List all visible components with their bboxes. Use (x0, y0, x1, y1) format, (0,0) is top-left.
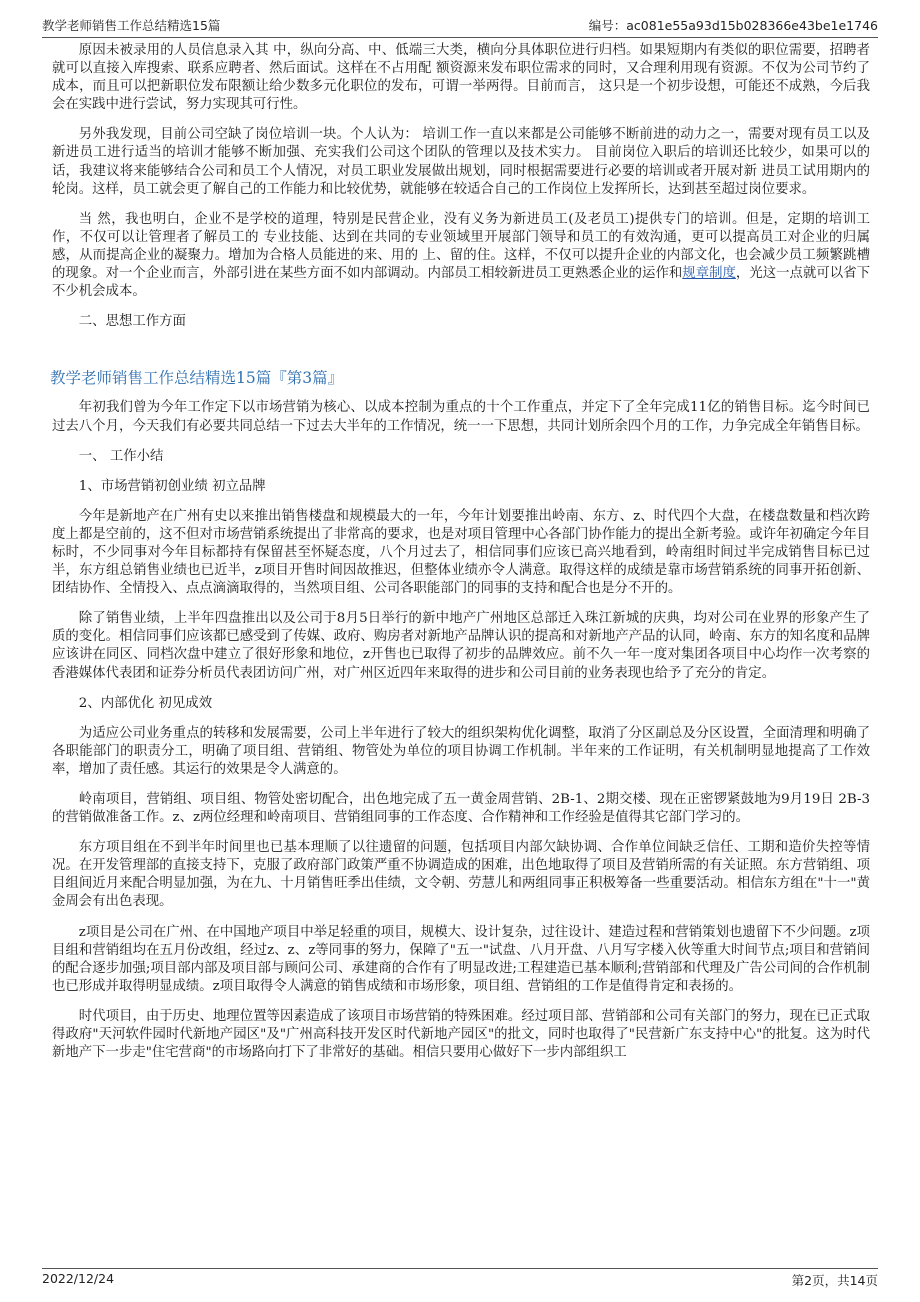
paragraph: 东方项目组在不到半年时间里也已基本理顺了以往遗留的问题，包括项目内部欠缺协调、合作单位间缺乏信任、工期和造价失控等情况。在开发管理部的直接支持下，克服了政府部门政策严重不协调造成的困难，出色地取得了项目及营销所需的有关证照。东方营销组、项目组间近月来配合明显加强，为在九、十月销售旺季出佳绩，文令朝、劳慧儿和两组同事正积极筹备一些重要活动。相信东方组在"十一"黄金周会有出色表现。 (52, 840, 870, 910)
paragraph: z项目是公司在广州、在中国地产项目中举足轻重的项目，规模大、设计复杂，过往设计、建造过程和营销策划也遗留下不少问题。z项目组和营销组均在五月份改组，经过z、z、z等同事的努力，保障了"五一"试盘、八月开盘、八月写字楼入伙等重大时间节点;项目和营销间的配合逐步加强;项目部内部及项目部与顾问公司、承建商的合作有了明显改进;工程建造已基本顺利;营销部和代理及广告公司间的合作机制也已形成并取得明显成绩。z项目取得令人满意的销售成绩和市场形象，项目组、营销组的工作是值得肯定和表扬的。 (52, 924, 870, 994)
paragraph-text: 当 然，我也明白，企业不是学校的道理，特别是民营企业，没有义务为新进员工(及老员工)提供专门的培训。但是，定期的培训工作，不仅可以让管理者了解员工的 专业技能、达到在共同的专业领域里开展部门领导和员工的有效沟通，更可以提高员工对企业的归属感，从而提高企业的凝聚力。增加为合格人员能进的来、用的 上、留的住。这样，不仅可以提升企业的内部文化，也会减少员工频繁跳槽的现象。对一个企业而言，外部引进在某些方面不如内部调动。内部员工相较新进员工更熟悉企业的运作和 (52, 211, 870, 282)
paragraph: 年初我们曾为今年工作定下以市场营销为核心、以成本控制为重点的十个工作重点，并定下了全年完成11亿的销售目标。迄今时间已过去八个月，今天我们有必要共同总结一下过去大半年的工作情况，统一一下思想，共同计划所余四个月的工作，力争完成全年销售目标。 (52, 400, 870, 434)
document-code (589, 16, 878, 34)
paragraph: 另外我发现，目前公司空缺了岗位培训一块。个人认为： 培训工作一直以来都是公司能够不断前进的动力之一，需要对现有员工以及新进员工进行适当的培训才能够不断加强、充实我们公司这个团队的管理以及技术实力。 目前岗位入职后的培训还比较少，如果可以的话，我建议将来能够结合公司和员工个人情况，对员工职业发展做出规划，同时根据需要进行必要的培训或者开展对新 进员工试用期内的轮岗。这样，员工就会更了解自己的工作能力和比较优势，就能够在较适合自己的工作岗位上发挥所长，达到甚至超过岗位要求。 (52, 127, 870, 197)
footer-date: 2022/12/24 (42, 1271, 115, 1286)
subsection-heading: 2、内部优化 初见成效 (78, 695, 213, 711)
paragraph: 今年是新地产在广州有史以来推出销售楼盘和规模最大的一年，今年计划要推出岭南、东方、z、时代四个大盘，在楼盘数量和档次跨度上都是空前的，这不但对市场营销系统提出了非常高的要求，也是对项目管理中心各部门协作能力的提出全新考验。或许年初确定今年目标时，不少同事对今年目标都持有保留甚至怀疑态度，八个月过去了，相信同事们应该已高兴地看到，岭南组时间过半完成销售目标已过半，东方组总销售业绩也已近半，z项目开售时间因故推迟，但整体业绩亦令人满意。取得这样的成绩是靠市场营销系统的同事开拓创新、团结协作、全情投入、点点滴滴取得的，当然项目组、公司各职能部门的同事的支持和配合也是分不开的。 (52, 508, 870, 597)
paragraph: 为适应公司业务重点的转移和发展需要，公司上半年进行了较大的组织架构优化调整，取消了分区副总及分区设置，全面清理和明确了各职能部门的职责分工，明确了项目组、营销组、物管处为单位的项目协调工作机制。半年来的工作证明，有关机制明显地提高了工作效率，增加了责任感。其运行的效果是令人满意的。 (52, 725, 870, 777)
paragraph (52, 211, 870, 301)
paragraph: 原因未被录用的人员信息录入其 中，纵向分高、中、低端三大类，横向分具体职位进行归档。如果短期内有类似的职位需要，招聘者就可以直接入库搜索、联系应聘者、然后面试。这样在不占用配 额资源来发布职位需求的同时，又合理利用现有资源。不仅为公司节约了成本，而且可以把新职位发布限额让给少数多元化职位的发布，可谓一举两得。目前而言， 这只是一个初步设想，可能还不成熟，今后我会在实践中进行尝试，努力实现其可行性。 (52, 43, 870, 113)
page-number: 第2页，共14页 (791, 1273, 878, 1288)
page-footer (42, 1268, 878, 1293)
paragraph-text: ，光这一点就可以省下不少机会成本。 (52, 266, 871, 300)
section-heading: 一、 工作小结 (78, 448, 164, 464)
paragraph: 时代项目，由于历史、地理位置等因素造成了该项目市场营销的特殊困难。经过项目部、营销部和公司有关部门的努力，现在已正式取得政府"天河软件园时代新地产园区"及"广州高科技开发区时代新地产园区"的批文，同时也取得了"民营新广东支持中心"的批复。这为时代新地产下一步走"住宅营商"的市场路向打下了非常好的基础。相信只要用心做好下一步内部组织工 (52, 1008, 870, 1061)
rules-link[interactable]: 规章制度 (682, 266, 736, 282)
document-title: 教学老师销售工作总结精选15篇 (42, 18, 221, 33)
code-label: 编号： (588, 18, 627, 33)
article-title: 教学老师销售工作总结精选15篇『第3篇』 (50, 369, 344, 388)
paragraph: 岭南项目，营销组、项目组、物管处密切配合，出色地完成了五一黄金周营销、2B-1、2期交楼、现在正密锣紧鼓地为9月19日 2B-3的营销做准备工作。z、z两位经理和岭南项目、营销组同事的工作态度、合作精神和工作经验是值得其它部门学习的。 (52, 792, 870, 826)
page-header (42, 12, 878, 38)
document-body (52, 42, 870, 1074)
code-value: ac081e55a93d15b028366e43be1e1746 (626, 18, 878, 33)
subsection-heading: 1、市场营销初创业绩 初立品牌 (78, 478, 266, 494)
section-heading: 二、思想工作方面 (78, 314, 186, 330)
paragraph: 除了销售业绩，上半年四盘推出以及公司于8月5日举行的新中地产广州地区总部迁入珠江新城的庆典，均对公司在业界的形象产生了质的变化。相信同事们应该都已感受到了传媒、政府、购房者对新地产品牌认识的提高和对新地产产品的认同，岭南、东方的知名度和品牌应该讲在同区、同档次盘中建立了很好形象和地位，z开售也已取得了初步的品牌效应。前不久一年一度对集团各项目中心均作一次考察的香港媒体代表团和证券分析员代表团访问广州，对广州区近四年来取得的进步和公司目前的业务表现也给予了充分的肯定。 (52, 611, 870, 681)
